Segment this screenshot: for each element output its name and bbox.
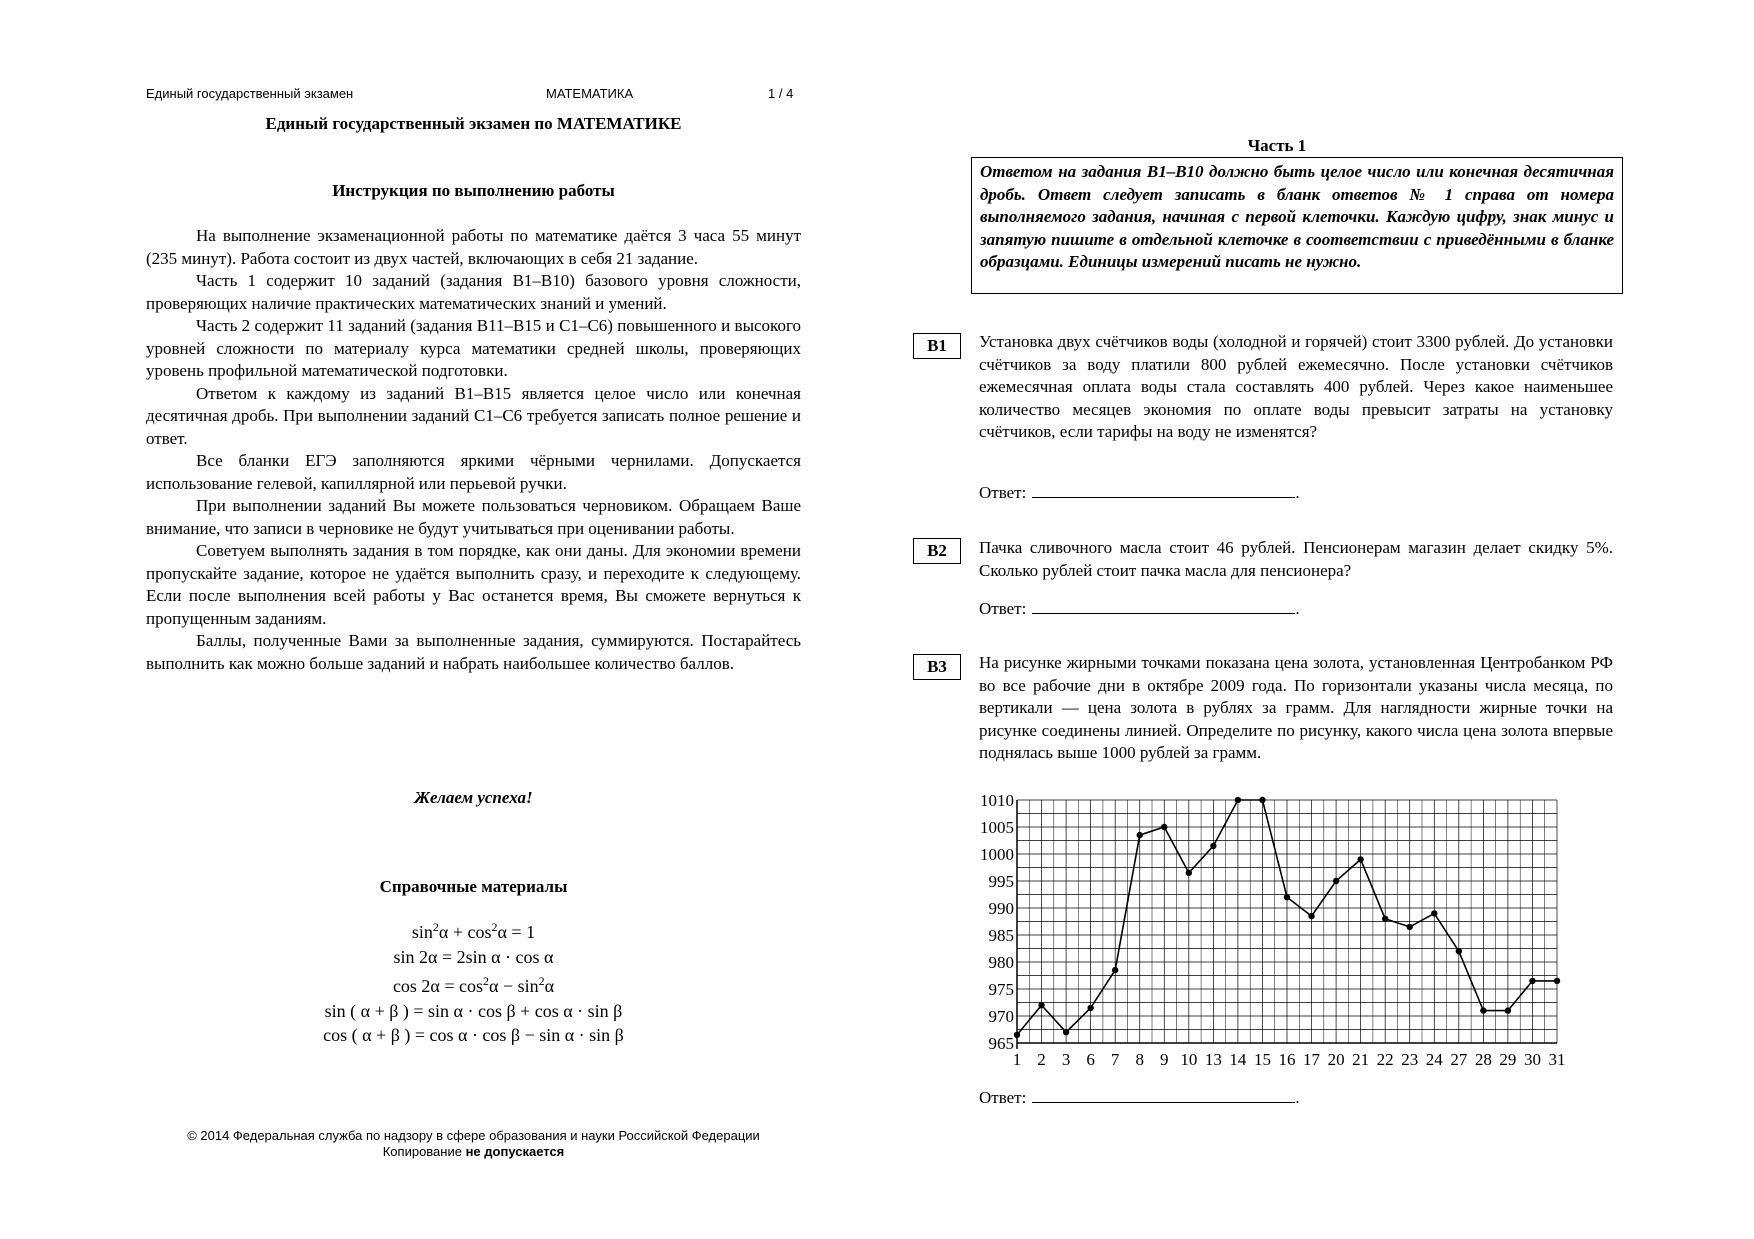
part-title: Часть 1 <box>1247 136 1307 155</box>
answer-line[interactable] <box>1032 482 1295 498</box>
data-point <box>1505 1007 1511 1013</box>
data-point <box>1529 978 1535 984</box>
x-tick-label: 29 <box>1499 1050 1517 1069</box>
instruction-paragraph: Советуем выполнять задания в том порядке, как они даны. Для экономии времени пропускайте задание, которое не удаётся выполнить сразу, и переходите к следующему. Если после выполнения всей работы у Вас останется время, Вы сможете вернуться к пропущенным заданиям. <box>146 541 801 628</box>
x-tick-label: 21 <box>1352 1050 1370 1069</box>
data-point <box>1407 924 1413 930</box>
instruction-paragraph: Часть 1 содержит 10 заданий (задания B1–B10) базового уровня сложности, проверяющих наличие практических математических знаний и умений. <box>146 271 801 313</box>
task-label-b3: B3 <box>913 654 961 680</box>
x-tick-label: 31 <box>1548 1050 1566 1069</box>
y-tick-label: 980 <box>988 953 1014 972</box>
x-tick-label: 30 <box>1523 1050 1541 1069</box>
instruction-paragraph: Баллы, полученные Вами за выполненные задания, суммируются. Постарайтесь выполнить как можно больше заданий и набрать наибольшее количество баллов. <box>146 631 801 673</box>
instruction-paragraph: При выполнении заданий Вы можете пользоваться черновиком. Обращаем Ваше внимание, что записи в черновике не будут учитываться при оценивании работы. <box>146 496 801 538</box>
x-tick-label: 7 <box>1110 1050 1120 1069</box>
answer-label: Ответ: <box>979 599 1027 618</box>
x-tick-label: 15 <box>1253 1050 1271 1069</box>
instructions-text <box>146 225 801 675</box>
x-tick-label: 17 <box>1303 1050 1321 1069</box>
y-tick-label: 995 <box>988 872 1014 891</box>
x-tick-label: 9 <box>1160 1050 1169 1069</box>
answer-b2: Ответ: . <box>979 599 1300 618</box>
answer-label: Ответ: <box>979 483 1027 502</box>
task-text-b3: На рисунке жирными точками показана цена золота, установленная Центробанком РФ во все рабочие дни в октябре 2009 года. По горизонтали указаны числа месяца, по вертикали — цена золота в рублях за грамм. Для наглядности жирные точки на рисунке соединены линией. Определите по рисунку, какого числа цена золота впервые поднялась выше 1000 рублей за грамм. <box>979 653 1613 762</box>
data-point <box>1014 1032 1020 1038</box>
y-tick-label: 1000 <box>980 845 1014 864</box>
answer-b1: Ответ: . <box>979 483 1300 502</box>
answer-label: Ответ: <box>979 1088 1027 1107</box>
x-tick-label: 8 <box>1135 1050 1144 1069</box>
y-tick-label: 1005 <box>980 818 1014 837</box>
x-tick-label: 6 <box>1086 1050 1095 1069</box>
formula-sin-double: sin 2α = 2sin α · cos α <box>393 946 554 967</box>
formula-sin-sum: sin ( α + β ) = sin α · cos β + cos α · sin β <box>324 1000 623 1021</box>
data-point <box>1137 832 1143 838</box>
data-point <box>1308 913 1314 919</box>
data-point <box>1038 1002 1044 1008</box>
data-point <box>1456 948 1462 954</box>
formula-cos-sum: cos ( α + β ) = cos α · cos β − sin α · sin β <box>323 1025 624 1045</box>
reference-formulas <box>146 915 801 1048</box>
data-point <box>1087 1005 1093 1011</box>
gold-price-chart <box>969 788 1569 1078</box>
left-page <box>146 0 801 1239</box>
data-point <box>1382 916 1388 922</box>
data-point <box>1284 894 1290 900</box>
x-tick-label: 14 <box>1229 1050 1247 1069</box>
answer-line[interactable] <box>1032 1087 1295 1103</box>
task-label-b2: B2 <box>913 538 961 564</box>
data-point <box>1186 870 1192 876</box>
y-tick-label: 965 <box>988 1034 1014 1053</box>
x-tick-label: 20 <box>1327 1050 1345 1069</box>
good-luck-wish: Желаем успеха! <box>414 788 533 807</box>
instructions-title: Инструкция по выполнению работы <box>332 181 615 200</box>
instruction-paragraph: Все бланки ЕГЭ заполняются яркими чёрными чернилами. Допускается использование гелевой, капиллярной или перьевой ручки. <box>146 451 801 493</box>
task-text-b2: Пачка сливочного масла стоит 46 рублей. Пенсионерам магазин делает скидку 5%. Сколько рублей стоит пачка масла для пенсионера? <box>979 538 1613 580</box>
answer-line[interactable] <box>1032 598 1295 614</box>
reference-title: Справочные материалы <box>379 877 568 896</box>
running-header <box>146 86 801 104</box>
x-tick-label: 22 <box>1376 1050 1394 1069</box>
data-point <box>1333 878 1339 884</box>
x-tick-label: 28 <box>1474 1050 1492 1069</box>
data-point <box>1161 824 1167 830</box>
header-exam-name: Единый государственный экзамен <box>146 86 354 101</box>
x-tick-label: 16 <box>1278 1050 1296 1069</box>
x-tick-label: 2 <box>1037 1050 1046 1069</box>
y-tick-label: 970 <box>988 1007 1014 1026</box>
x-tick-label: 27 <box>1450 1050 1468 1069</box>
right-page <box>913 0 1641 1239</box>
x-tick-label: 10 <box>1180 1050 1198 1069</box>
instruction-paragraph: Ответом к каждому из заданий B1–B15 является целое число или конечная десятичная дробь. При выполнении заданий C1–C6 требуется записать полное решение и ответ. <box>146 383 801 448</box>
answer-instructions-box: Ответом на задания B1–B10 должно быть целое число или конечная десятичная дробь. Ответ следует записать в бланк ответов № 1 справа от номера выполняемого задания, начиная с первой клеточки. Каждую цифру, знак минус и запятую пишите в отдельной клеточке в соответствии с приведёнными в бланке образцами. Единицы измерений писать не нужно. <box>971 157 1623 294</box>
y-tick-label: 975 <box>988 980 1014 999</box>
data-point <box>1063 1029 1069 1035</box>
instruction-paragraph: Часть 2 содержит 11 заданий (задания B11–B15 и C1–C6) повышенного и высокого уровней сложности по материалу курса математики средней школы, проверяющих уровень профильной математической подготовки. <box>146 316 801 380</box>
x-tick-label: 1 <box>1012 1050 1022 1069</box>
formula-pythagorean: $\sin^2\alpha + \cos^2\alpha = 1$ <box>411 920 536 942</box>
header-page-number: 1 / 4 <box>768 86 794 101</box>
document-title: Единый государственный экзамен по МАТЕМАТИКЕ <box>265 114 682 133</box>
data-point <box>1480 1007 1486 1013</box>
data-point <box>1357 856 1363 862</box>
data-point <box>1431 910 1437 916</box>
copyright-footer <box>146 1128 801 1160</box>
x-tick-label: 23 <box>1401 1050 1419 1069</box>
data-point <box>1112 967 1118 973</box>
data-point <box>1235 797 1241 803</box>
y-tick-label: 1010 <box>980 791 1014 810</box>
x-tick-label: 13 <box>1204 1050 1222 1069</box>
task-label-b1: B1 <box>913 333 961 359</box>
data-point <box>1554 978 1560 984</box>
header-subject: МАТЕМАТИКА <box>546 86 634 101</box>
instruction-paragraph: На выполнение экзаменационной работы по математике даётся 3 часа 55 минут (235 минут). Работа состоит из двух частей, включающих в себя 21 задание. <box>146 226 801 268</box>
y-tick-label: 990 <box>988 899 1014 918</box>
answer-b3: Ответ: . <box>979 1088 1300 1107</box>
copy-notice: Копирование не допускается <box>382 1144 565 1159</box>
data-point <box>1210 843 1216 849</box>
data-point <box>1259 797 1265 803</box>
x-tick-label: 3 <box>1061 1050 1071 1069</box>
x-tick-label: 24 <box>1425 1050 1443 1069</box>
y-tick-label: 985 <box>988 926 1014 945</box>
task-text-b1: Установка двух счётчиков воды (холодной и горячей) стоит 3300 рублей. До установки счётчиков за воду платили 800 рублей ежемесячно. После установки счётчиков ежемесячная оплата воды стала составлять 400 рублей. Через какое наименьшее количество месяцев экономия по оплате воды превысит затраты на установку счётчиков, если тарифы на воду не изменятся? <box>979 332 1613 441</box>
formula-cos-double: $\cos 2\alpha = \cos^2\alpha - \sin^2\alpha$ <box>392 974 555 996</box>
copyright-line: © 2014 Федеральная служба по надзору в сфере образования и науки Российской Федерации <box>187 1128 760 1143</box>
